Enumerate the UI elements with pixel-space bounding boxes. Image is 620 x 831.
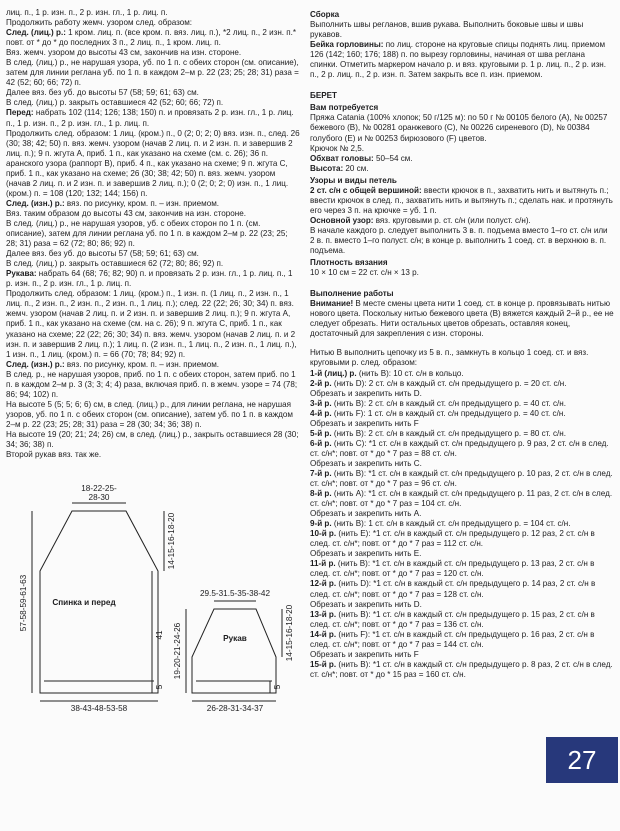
left-paragraph bbox=[6, 18, 300, 28]
right-paragraph bbox=[310, 379, 614, 389]
left-paragraph bbox=[6, 269, 300, 289]
paragraph-label: 3-й р. bbox=[310, 398, 332, 408]
right-paragraph bbox=[310, 389, 614, 399]
paragraph-text: вяз. по рисунку, кром. п. – изн. приемом. bbox=[64, 198, 220, 208]
spacer bbox=[310, 339, 614, 348]
paragraph-text: Плотность вязания bbox=[310, 258, 388, 268]
paragraph-text: Нитью В выполнить цепочку из 5 в. п., замкнуть в кольцо 1 соед. ст. и вяз. круговыми р. след. образом: bbox=[310, 348, 589, 368]
right-paragraph bbox=[310, 289, 614, 299]
paragraph-text: На высоте 5 (5; 5; 6; 6) см, в след. (лиц.) р., для линии реглана, не нарушая узоров, уб. по 1 п. с обеих сторон (см. описание), затем уб. по 1 п. в каждом 2–м р. 22 (23; 25; 28; 31) раза = 28 (30; 34; 36; 38) п. bbox=[6, 399, 293, 429]
paragraph-label: 9-й р. bbox=[310, 519, 332, 529]
right-paragraph bbox=[310, 650, 614, 660]
left-paragraph bbox=[6, 28, 300, 48]
paragraph-text: Узоры и виды петель bbox=[310, 175, 397, 185]
sleeve-bottom-width: 26-28-31-34-37 bbox=[206, 704, 264, 713]
left-text-column bbox=[6, 8, 300, 460]
left-paragraph bbox=[6, 259, 300, 269]
paragraph-label: 6-й р. bbox=[310, 438, 332, 448]
paragraph-text: Обрезать и закрепить нить С. bbox=[310, 458, 422, 468]
pattern-schematic bbox=[4, 484, 300, 713]
right-paragraph bbox=[310, 600, 614, 610]
paragraph-text: (нить F): 1 ст. с/н в каждый ст. с/н предыдущего р. = 40 ст. с/н. bbox=[331, 408, 566, 418]
left-paragraph bbox=[6, 249, 300, 259]
left-paragraph bbox=[6, 209, 300, 219]
paragraph-label: Обхват головы: bbox=[310, 153, 374, 163]
paragraph-label: Перед: bbox=[6, 108, 34, 118]
right-paragraph bbox=[310, 144, 614, 154]
right-paragraph bbox=[310, 91, 614, 101]
paragraph-text: Обрезать и закрепить нить F bbox=[310, 418, 419, 428]
left-paragraph bbox=[6, 289, 300, 359]
left-paragraph bbox=[6, 360, 300, 370]
paragraph-text: В месте смены цвета нити 1 соед. ст. в конце р. провязывать нитью нового цвета. Поскольку нитью бежевого цвета (В) вяжется каждый 2–й р., ее не следует обрезать. Нити остальных цветов обрезать, оставляя конец, достаточный для закрепления с изн. стороны. bbox=[310, 299, 614, 339]
paragraph-text: Вяз. таким образом до высоты 43 см, закончив на изн. стороне. bbox=[6, 208, 246, 218]
paragraph-text: (нить В): 10 ст. с/н в кольцо. bbox=[356, 368, 464, 378]
paragraph-text: Обрезать и закрепить нить D. bbox=[310, 599, 422, 609]
right-paragraph bbox=[310, 630, 614, 650]
paragraph-label: 4-й р. bbox=[310, 408, 332, 418]
right-paragraph bbox=[310, 258, 614, 268]
right-paragraph bbox=[310, 154, 614, 164]
paragraph-text: Вам потребуется bbox=[310, 103, 379, 113]
right-paragraph bbox=[310, 549, 614, 559]
paragraph-text: Далее вяз. без уб. до высоты 57 (58; 59; 61; 63) см. bbox=[6, 88, 199, 98]
paragraph-text: ввести крючок в п., захватить нить и вытянуть п.; ввести крючок в след. п., захватить нить и вытянуть п.; сделать нак. и протянуть его через 3 п. на крючке = уб. 1 п. bbox=[310, 185, 613, 215]
paragraph-text: В след. (лиц.) р., не нарушая узоров, уб. с обеих сторон по 1 п. (см. описание), затем для линии реглана уб. по 1 п. в каждом 2–м р. 22 (23; 25; 28; 31) раза = 62 (72; 80; 86; 92) п. bbox=[6, 218, 288, 249]
paragraph-label: 13-й р. bbox=[310, 609, 337, 619]
right-paragraph bbox=[310, 459, 614, 469]
paragraph-label: Основной узор: bbox=[310, 215, 374, 225]
paragraph-label: 2-й р. bbox=[310, 378, 332, 388]
paragraph-text: Выполнить швы регланов, вшив рукава. Выполнить боковые швы и швы рукавов. bbox=[310, 20, 584, 40]
paragraph-label: След. (изн.) р.: bbox=[6, 198, 65, 208]
paragraph-label: 1-й (лиц.) р. bbox=[310, 368, 357, 378]
body-bottom-width: 38-43-48-53-58 bbox=[70, 704, 128, 713]
paragraph-text: (нить В): *1 ст. с/н в каждый ст. с/н предыдущего р. 8 раз, 2 ст. с/н в след. ст. с/н*; повт. от * до * 15 раз = 160 ст. с/н. bbox=[310, 659, 613, 679]
paragraph-text: (нить В): *1 ст. с/н в каждый ст. с/н предыдущего р. 13 раз, 2 ст. с/н в след. ст. с/н*; повт. от * до * 7 раз = 120 ст. с/н. bbox=[310, 559, 595, 579]
paragraph-text: набрать 64 (68; 76; 82; 90) п. и провязать 2 р. изн. гл., 1 р. лиц. п., 1 р. изн. п., 2 р. изн. гл., 1 р. лиц. п. bbox=[6, 269, 293, 289]
paragraph-text: (нить В): 2 ст. с/н в каждый ст. с/н предыдущего р. = 40 ст. с/н. bbox=[331, 398, 567, 408]
right-paragraph bbox=[310, 419, 614, 429]
paragraph-text: Продолжить работу жемч. узором след. образом: bbox=[6, 18, 193, 28]
left-paragraph bbox=[6, 48, 300, 58]
sleeve-top-width: 29.5-31.5-35-38-42 bbox=[199, 589, 271, 598]
left-paragraph bbox=[6, 129, 300, 199]
sleeve-height: 19-20-21-24-26 bbox=[173, 622, 182, 680]
left-paragraph bbox=[6, 219, 300, 249]
paragraph-text: В начале каждого р. следует выполнить 3 в. п. подъема вместо 1–го ст. с/н или 2 в. п. вместо 1–го полуст. с/н; в конце р. выполнить 1 соед. ст. в верхнюю в. п. подъема. bbox=[310, 225, 608, 256]
right-paragraph bbox=[310, 469, 614, 489]
spacer bbox=[310, 80, 614, 89]
paragraph-label: 5-й р. bbox=[310, 428, 332, 438]
paragraph-text: БЕРЕТ bbox=[310, 91, 337, 101]
paragraph-label: 11-й р. bbox=[310, 559, 336, 569]
body-side-height: 41 bbox=[155, 630, 164, 640]
page-number: 27 bbox=[546, 737, 618, 783]
paragraph-text: Обрезать и закрепить нить А. bbox=[310, 509, 422, 519]
paragraph-text: (нить F): *1 ст. с/н в каждый ст. с/н предыдущего р. 16 раз, 2 ст. с/н в след. ст. с/н*; повт. от * до * 7 раз = 144 ст. с/н. bbox=[310, 629, 595, 649]
paragraph-text: Далее вяз. без уб. до высоты 57 (58; 59; 61; 63) см. bbox=[6, 249, 199, 259]
paragraph-label: 15-й р. bbox=[310, 659, 337, 669]
paragraph-text: 20 см. bbox=[343, 163, 369, 173]
paragraph-text: (нить В): 1 ст. с/н в каждый ст. с/н предыдущего р. = 104 ст. с/н. bbox=[331, 519, 571, 529]
paragraph-text: 10 × 10 см = 22 ст. с/н × 13 р. bbox=[310, 268, 419, 278]
paragraph-text: В след. (лиц.) р., не нарушая узора, уб. по 1 п. с обеих сторон (см. описание), затем для линии реглана уб. по 1 п. в каждом 2–м р. 22 (23; 25; 28; 31) раза = 42 (52; 60; 66; 72) п. bbox=[6, 58, 299, 88]
left-paragraph bbox=[6, 8, 300, 18]
left-paragraph bbox=[6, 370, 300, 400]
right-paragraph bbox=[310, 348, 614, 368]
right-paragraph bbox=[310, 579, 614, 599]
paragraph-text: 1 кром. лиц. п. (все кром. п. вяз. лиц. п.), *2 лиц. п., 2 изн. п.* повт. от * до * до последних 3 п., 2 лиц. п., 1 кром. лиц. п. bbox=[6, 28, 297, 48]
paragraph-text: (нить D): 2 ст. с/н в каждый ст. с/н предыдущего р. = 20 ст. с/н. bbox=[331, 378, 567, 388]
paragraph-label: След. (изн.) р.: bbox=[6, 359, 65, 369]
paragraph-text: по лиц. стороне на круговые спицы поднять лиц. приемом 126 (142; 160; 176; 188) п. по вырезу горловины, начиная от шва реглана спинки. Отметить маркером начало р. и вяз. круговыми р. 1 р. лиц. п., 2 р. изн. п., 2 р. лиц. п., 2 р. изн. п. Затем закрыть все п. изн. приемом. bbox=[310, 40, 607, 80]
paragraph-text: Обрезать и закрепить нить D. bbox=[310, 388, 422, 398]
left-paragraph bbox=[6, 58, 300, 88]
paragraph-label: Рукава: bbox=[6, 269, 37, 279]
sleeve-cuff-height: 5 bbox=[273, 684, 282, 690]
right-paragraph bbox=[310, 439, 614, 459]
left-paragraph bbox=[6, 98, 300, 108]
paragraph-text: На высоте 19 (20; 21; 24; 26) см, в след. (лиц.) р., закрыть оставшиеся 28 (30; 34; 36; 38) п. bbox=[6, 429, 299, 450]
right-paragraph bbox=[310, 186, 614, 216]
paragraph-text: (нить В): *1 ст. с/н в каждый ст. с/н предыдущего р. 15 раз, 2 ст. с/н в след. ст. с/н*; повт. от * до * 7 раз = 136 ст. с/н. bbox=[310, 609, 595, 629]
paragraph-text: вяз. по рисунку, кром. п. – изн. приемом. bbox=[64, 359, 220, 369]
paragraph-text: Сборка bbox=[310, 10, 340, 19]
paragraph-text: В след. (лиц.) р. закрыть оставшиеся 42 (52; 60; 66; 72) п. bbox=[6, 98, 224, 108]
paragraph-text: Выполнение работы bbox=[310, 289, 394, 299]
paragraph-label: 8-й р. bbox=[310, 489, 332, 499]
body-cuff-height: 5 bbox=[155, 684, 164, 690]
paragraph-text: набрать 102 (114; 126; 138; 150) п. и провязать 2 р. изн. гл., 1 р. лиц. п., 1 р. изн. п., 2 р. изн. гл., 1 р. лиц. п. bbox=[6, 108, 294, 128]
right-paragraph bbox=[310, 509, 614, 519]
paragraph-text: Крючок № 2,5. bbox=[310, 143, 365, 153]
paragraph-label: Внимание! bbox=[310, 299, 354, 309]
paragraph-text: Обрезать и закрепить нить F bbox=[310, 649, 419, 659]
paragraph-text: (нить С): *1 ст. с/н в каждый ст. с/н предыдущего р. 9 раз, 2 ст. с/н в след. ст. с/н*; повт. от * до * 7 раз = 88 ст. с/н. bbox=[310, 438, 609, 458]
paragraph-text: лиц. п., 1 р. изн. п., 2 р. изн. гл., 1 р. лиц. п. bbox=[6, 8, 168, 17]
paragraph-text: (нить В): *1 ст. с/н в каждый ст. с/н предыдущего р. 10 раз, 2 ст. с/н в след. ст. с/н*; повт. от * до * 7 раз = 96 ст. с/н. bbox=[310, 468, 613, 489]
sleeve-raglan-height: 14-15-16-18-20 bbox=[285, 604, 294, 662]
right-paragraph bbox=[310, 113, 614, 143]
right-paragraph bbox=[310, 268, 614, 278]
body-top-width-2: 28-30 bbox=[88, 493, 110, 502]
paragraph-text: В след. р., не нарушая узоров, приб. по 1 п. с обеих сторон, затем приб. по 1 п. в каждом 2–м р. 3 (3; 3; 4; 4) раза, включая приб. п. в жемч. узоре = 74 (78; 86; 94; 102) п. bbox=[6, 369, 298, 399]
paragraph-label: 7-й р. bbox=[310, 468, 332, 478]
right-text-column bbox=[310, 8, 614, 680]
paragraph-text: Обрезать и закрепить нить Е. bbox=[310, 549, 422, 559]
right-paragraph bbox=[310, 399, 614, 409]
paragraph-text: вяз. круговыми р. ст. с/н (или полуст. с/н). bbox=[373, 215, 531, 225]
left-paragraph bbox=[6, 108, 300, 128]
right-paragraph bbox=[310, 519, 614, 529]
paragraph-label: 10-й р. bbox=[310, 529, 337, 539]
paragraph-text: В след. (лиц.) р. закрыть оставшиеся 62 (72; 80; 86; 92) п. bbox=[6, 259, 224, 269]
right-paragraph bbox=[310, 489, 614, 509]
paragraph-label: 12-й р. bbox=[310, 579, 337, 589]
right-paragraph bbox=[310, 103, 614, 113]
paragraph-text: 50–54 см. bbox=[373, 153, 413, 163]
body-top-width-1: 18-22-25- bbox=[81, 484, 117, 493]
paragraph-text: Продолжить след. образом: 1 лиц. (кром.) п., 1 изн. п. (1 лиц. п., 2 изн. п., 1 лиц. п., 2 изн. п., 2 изн. п., 2 изн. п., 1 лиц. п.); след. 22 (22; 26; 30; 34) п. вяз. жемч. узором (начав 2 лиц. п. и 2 изн. п. и завершив 2 лиц. п.); 9 п. жгута А, приб. 1 п., как указано на схеме (см. на с. 26); 9 п. жгута С, приб. 1 п., как указано на схеме; 22 (22; 26; 30; 34) п. вяз. жемч. узором (начав 2 лиц. п. и 2 изн. п. и завершив 2 лиц. п.); 1 лиц. п. (2 изн. п., 1 лиц. п., 2 изн. п., 1 лиц. п.), 1 изн. п., 1 лиц. (кром.) п. = 66 (70; 78; 84; 92) п. bbox=[6, 289, 297, 359]
body-label: Спинка и перед bbox=[52, 598, 116, 607]
left-paragraph bbox=[6, 430, 300, 450]
right-paragraph bbox=[310, 660, 614, 680]
paragraph-label: Высота: bbox=[310, 163, 344, 173]
left-paragraph bbox=[6, 88, 300, 98]
paragraph-label: 2 ст. с/н с общей вершиной: bbox=[310, 185, 422, 195]
paragraph-text: (нить D): *1 ст. с/н в каждый ст. с/н предыдущего р. 14 раз, 2 ст. с/н в след. ст. с/н*; повт. от * до * 7 раз = 128 ст. с/н. bbox=[310, 579, 596, 599]
left-paragraph bbox=[6, 450, 300, 460]
right-paragraph bbox=[310, 409, 614, 419]
right-paragraph bbox=[310, 20, 614, 40]
paragraph-label: 14-й р. bbox=[310, 629, 337, 639]
paragraph-text: Вяз. жемч. узором до высоты 43 см, закончив на изн. стороне. bbox=[6, 48, 242, 58]
paragraph-label: След. (лиц.) р.: bbox=[6, 28, 66, 38]
right-paragraph bbox=[310, 226, 614, 256]
paragraph-text: (нить В): 2 ст. с/н в каждый ст. с/н предыдущего р. = 80 ст. с/н. bbox=[331, 428, 567, 438]
right-paragraph bbox=[310, 10, 614, 20]
right-paragraph bbox=[310, 559, 614, 579]
left-paragraph bbox=[6, 400, 300, 430]
right-paragraph bbox=[310, 216, 614, 226]
right-paragraph bbox=[310, 429, 614, 439]
right-paragraph bbox=[310, 529, 614, 549]
right-paragraph bbox=[310, 164, 614, 174]
paragraph-text: (нить Е): *1 ст. с/н в каждый ст. с/н предыдущего р. 12 раз, 2 ст. с/н в след. ст. с/н*; повт. от * до * 7 раз = 112 ст. с/н. bbox=[310, 529, 595, 549]
right-paragraph bbox=[310, 299, 614, 339]
right-paragraph bbox=[310, 176, 614, 186]
sleeve-label: Рукав bbox=[223, 634, 247, 643]
paragraph-label: Бейка горловины: bbox=[310, 40, 384, 50]
paragraph-text: Пряжа Catania (100% хлопок; 50 г/125 м): по 50 г № 00105 белого (А), № 00257 бежевого (В), № 00281 оранжевого (С), № 00226 сиреневого (D), № 00384 голубого (Е) и № 00253 бирюзового (F) цветов. bbox=[310, 113, 608, 143]
paragraph-text: Продолжить след. образом: 1 лиц. (кром.) п., 0 (2; 0; 2; 0) вяз. изн. п., след. 26 (30; 38; 42; 50) п. вяз. жемч. узором (начав 2 лиц. п. и 2 изн. п. и завершив 2 лиц. п.); 9 п. жгута А, приб. 1 п., как указано на схеме (см. с. 26); 36 п. аранского узора (раппорт В), приб. 4 п., как указано на схеме; 9 п. жгута С, приб. 1 п., как указано на схеме; 26 (30; 38; 42; 50) п. вяз. жемч. узором (начав 2 лиц. п. и 2 изн. п. и завершив 2 лиц. п.); 0 (2; 0; 2; 0) изн. п., 1 лиц. (кром.) п. = 108 (120; 132; 144; 156) п. bbox=[6, 128, 300, 198]
body-total-height: 57-58-59-61-63 bbox=[19, 574, 28, 632]
spacer bbox=[310, 278, 614, 287]
paragraph-text: Второй рукав вяз. так же. bbox=[6, 450, 102, 460]
sleeve-shape bbox=[192, 609, 276, 693]
right-paragraph bbox=[310, 40, 614, 80]
right-paragraph bbox=[310, 610, 614, 630]
right-paragraph bbox=[310, 369, 614, 379]
left-paragraph bbox=[6, 199, 300, 209]
body-raglan-height: 14-15-16-18-20 bbox=[167, 512, 176, 570]
paragraph-text: (нить А): *1 ст. с/н в каждый ст. с/н предыдущего р. 11 раз, 2 ст. с/н в след. ст. с/н*; повт. от * до * 7 раз = 104 ст. с/н. bbox=[310, 489, 613, 509]
